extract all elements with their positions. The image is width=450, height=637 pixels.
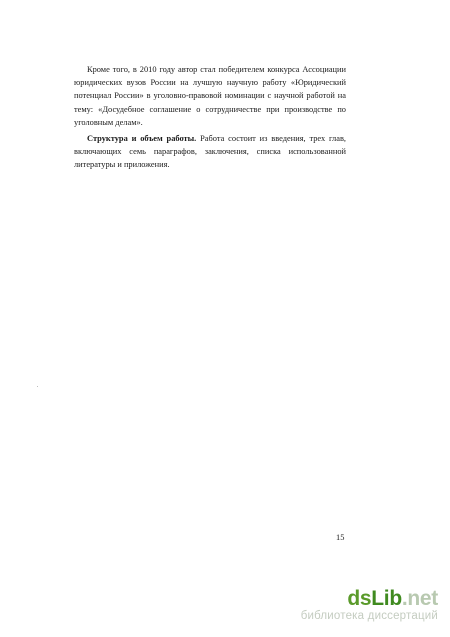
page-number: 15: [336, 533, 345, 542]
logo-net: .net: [401, 587, 438, 610]
logo-lib: Lib: [371, 587, 402, 610]
dslib-logo: [301, 588, 438, 610]
paragraph-structure: [74, 132, 346, 172]
paragraph-structure-text: Работа состоит из введения, трех глав, включающих семь параграфов, заключения, списка использованной литературы и приложения.: [74, 134, 346, 170]
body-text: [74, 63, 346, 172]
logo-ds: ds: [347, 587, 372, 610]
scan-speck: [37, 386, 38, 387]
paragraph-structure-heading: Структура и объем работы.: [87, 134, 197, 144]
dslib-watermark: [301, 588, 438, 623]
paragraph-competition-text: Кроме того, в 2010 году автор стал победителем конкурса Ассоциации юридических вузов России на лучшую научную работу «Юридический потенциал России» в уголовно-правовой номинации с научной работой на тему: «Досудебное соглашение о сотрудничестве при производстве по уголовным делам».: [74, 65, 346, 127]
watermark-subtitle: библиотека диссертаций: [300, 610, 438, 622]
paragraph-competition: [74, 63, 346, 129]
